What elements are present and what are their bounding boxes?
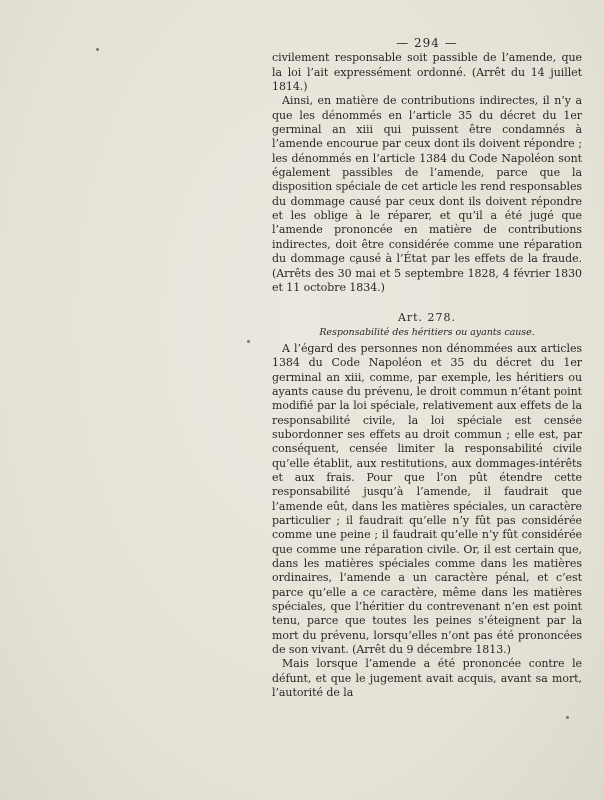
paragraph: civilement responsable soit passible de l’amende, que la loi l’ait expressément ordonné. (Arrêt du 14 juillet 1814.) <box>272 51 582 94</box>
page-number: — 294 — <box>396 36 458 50</box>
article-heading: Art. 278. <box>397 311 457 325</box>
paragraph: A l’égard des personnes non dénommées aux articles 1384 du Code Napoléon et 35 du décret du 1er germinal an xiii, comme, par exemple, les héritiers ou ayants cause du prévenu, le droit commun n’étant point modifié par la loi spéciale, relativement aux effets de la responsabilité civile, la loi spéciale est censée subordonner ses effets au droit commun ; elle est, par conséquent, censée limiter la responsabilité civile qu’elle établit, aux restitutions, aux dommages-intérêts et aux frais. Pour que l’on pût étendre cette responsabilité jusqu’à l’amende, il faudrait que l’amende eût, dans les matières spéciales, un caractère particulier ; il faudrait qu’elle n’y fût pas considérée comme une peine ; il faudrait qu’elle n’y fût considérée que comme une réparation civile. Or, il est certain que, dans les matières spéciales comme dans les matières ordinaires, l’amende a un caractère pénal, et c’est parce qu’elle a ce caractère, même dans les matières spéciales, que l’héritier du contrevenant n’en est point tenu, parce que toutes les peines s’éteignent par la mort du prévenu, lorsqu’elles n’ont pas été prononcées de son vivant. (Arrêt du 9 décembre 1813.) <box>272 341 583 657</box>
ink-speck <box>96 48 99 51</box>
text-column <box>272 36 582 700</box>
ink-speck <box>247 340 250 343</box>
ink-speck <box>566 716 569 719</box>
paragraph: Mais lorsque l’amende a été prononcée contre le défunt, et que le jugement avait acquis, avant sa mort, l’autorité de la <box>272 657 582 700</box>
article-subheading: Responsabilité des héritiers ou ayants cause. <box>319 326 535 338</box>
paragraph: Ainsi, en matière de contributions indirectes, il n’y a que les dénommés en l’article 35 du décret du 1er germinal an xiii qui puissent être condamnés à l’amende encourue par ceux dont ils doivent répondre ; les dénommés en l’article 1384 du Code Napoléon sont également passibles de l’amende, parce que la disposition spéciale de cet article les rend responsables du dommage causé par ceux dont ils doivent répondre et les oblige à le réparer, et qu’il a été jugé que l’amende prononcée en matière de contributions indirectes, doit être considérée comme une réparation du dommage causé à l’État par les effets de la fraude. (Arrêts des 30 mai et 5 septembre 1828, 4 février 1830 et 11 octobre 1834.) <box>272 94 582 294</box>
